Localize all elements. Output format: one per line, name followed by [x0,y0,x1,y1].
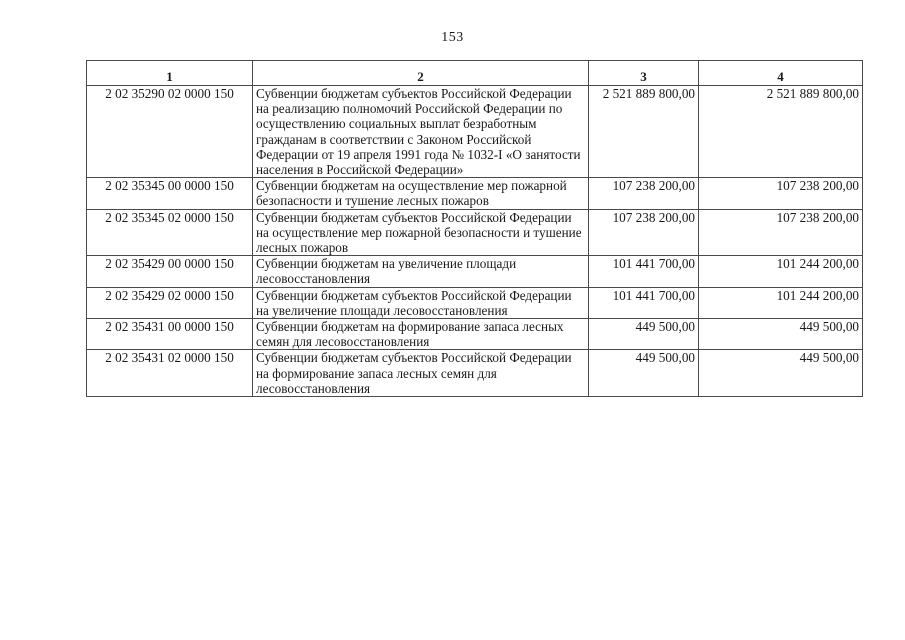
description-cell: Субвенции бюджетам на осуществление мер пожарной безопасности и тушение лесных пожаров [253,178,589,209]
table-row [87,209,863,256]
amount-col4-cell: 107 238 200,00 [699,178,863,209]
table-row [87,256,863,287]
description-cell: Субвенции бюджетам субъектов Российской Федерации на реализацию полномочий Российской Федерации по осуществлению социальных выплат безработным гражданам в соответствии с Законом Российской Федерации от 19 апреля 1991 года № 1032-I «О занятости населения в Российской Федерации» [253,86,589,178]
budget-code-cell: 2 02 35431 02 0000 150 [87,350,253,397]
column-header-3: 3 [589,61,699,86]
description-cell: Субвенции бюджетам субъектов Российской Федерации на осуществление мер пожарной безопасности и тушение лесных пожаров [253,209,589,256]
amount-col4-cell: 101 244 200,00 [699,256,863,287]
budget-code-cell: 2 02 35429 00 0000 150 [87,256,253,287]
amount-col3-cell: 449 500,00 [589,350,699,397]
description-cell: Субвенции бюджетам на формирование запаса лесных семян для лесовосстановления [253,319,589,350]
amount-col4-cell: 107 238 200,00 [699,209,863,256]
table-header-row [87,61,863,86]
column-header-2: 2 [253,61,589,86]
column-header-1: 1 [87,61,253,86]
amount-col4-cell: 2 521 889 800,00 [699,86,863,178]
amount-col3-cell: 2 521 889 800,00 [589,86,699,178]
table-row [87,178,863,209]
table-row [87,287,863,318]
amount-col3-cell: 101 441 700,00 [589,256,699,287]
budget-code-cell: 2 02 35431 00 0000 150 [87,319,253,350]
amount-col4-cell: 449 500,00 [699,319,863,350]
amount-col4-cell: 101 244 200,00 [699,287,863,318]
table-row [87,86,863,178]
description-cell: Субвенции бюджетам субъектов Российской Федерации на формирование запаса лесных семян для лесовосстановления [253,350,589,397]
amount-col3-cell: 107 238 200,00 [589,209,699,256]
budget-code-cell: 2 02 35345 00 0000 150 [87,178,253,209]
amount-col3-cell: 101 441 700,00 [589,287,699,318]
description-cell: Субвенции бюджетам на увеличение площади лесовосстановления [253,256,589,287]
amount-col3-cell: 449 500,00 [589,319,699,350]
budget-code-cell: 2 02 35290 02 0000 150 [87,86,253,178]
table-row [87,319,863,350]
budget-code-cell: 2 02 35429 02 0000 150 [87,287,253,318]
page-number: 153 [441,30,464,45]
budget-table [86,60,863,397]
column-header-4: 4 [699,61,863,86]
budget-code-cell: 2 02 35345 02 0000 150 [87,209,253,256]
amount-col3-cell: 107 238 200,00 [589,178,699,209]
description-cell: Субвенции бюджетам субъектов Российской Федерации на увеличение площади лесовосстановления [253,287,589,318]
table-row [87,350,863,397]
amount-col4-cell: 449 500,00 [699,350,863,397]
